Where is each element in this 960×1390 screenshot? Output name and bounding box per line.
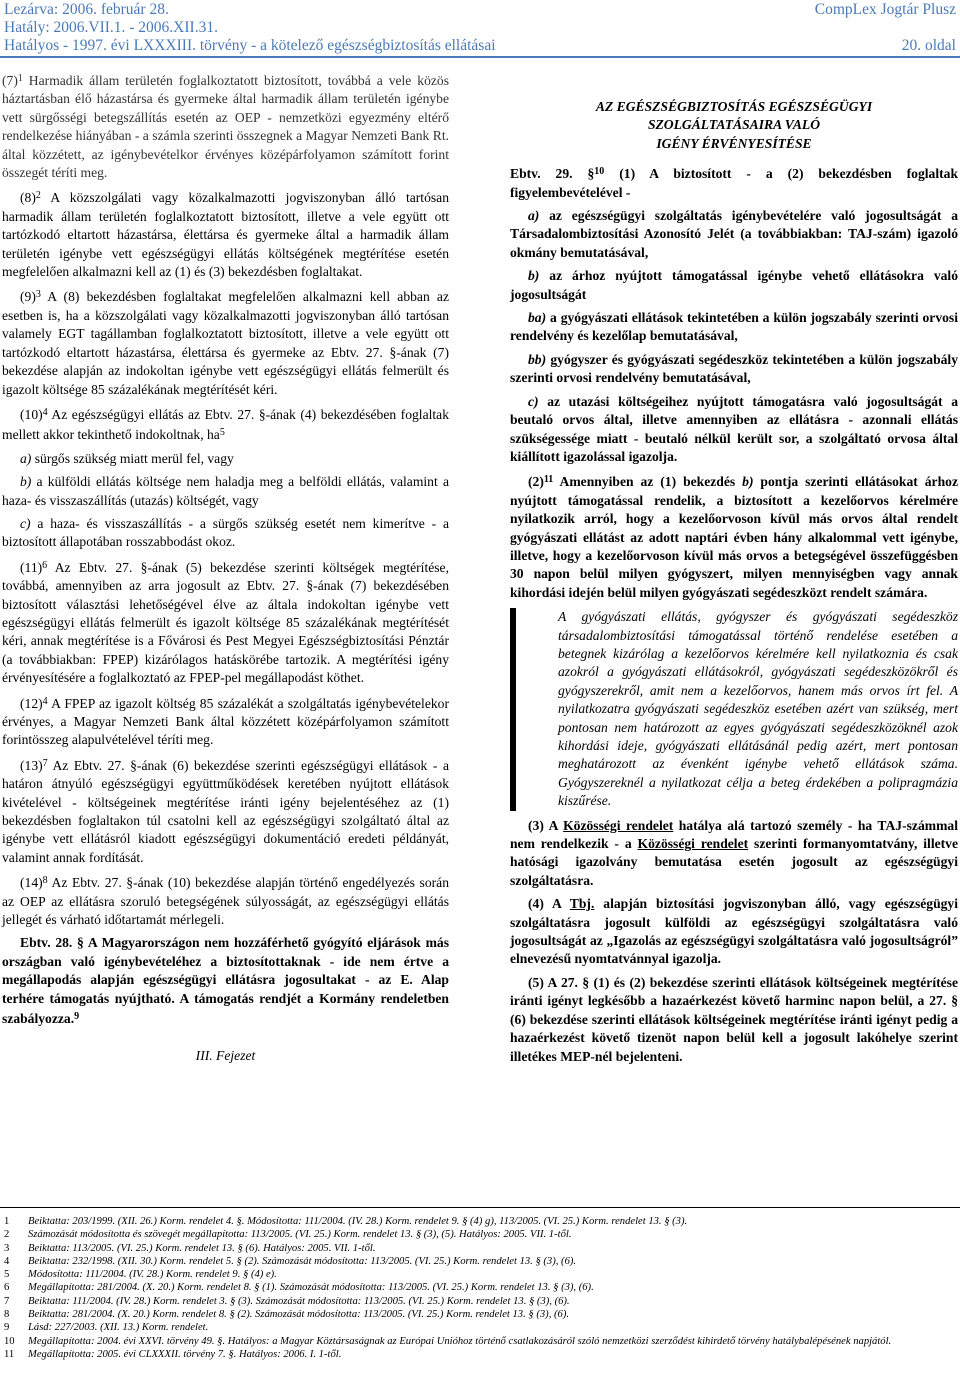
paragraph-4: (4) A Tbj. alapján biztosítási jogviszonyban álló, vagy egészségügyi szolgáltatásra jogosult külföldi az egészségügyi szolgáltatásra való jogosultságát az „Igazolás az egészségügyi szolgáltatásra való jogosultságról” elnevezésű nyomtatvánnyal igazolja. <box>510 896 959 967</box>
footnote-item <box>4 1348 954 1361</box>
paragraph-12: $(12)^4$ A FPEP az igazolt költség 85 százalékát a szolgáltatás igénybevételekor érvényes, a Magyar Nemzeti Bank által közzétett középárfolyamon számított forintösszeg alapulvételével téríti meg. <box>2 695 449 748</box>
footnote-ref[interactable]: 5 <box>219 427 225 439</box>
item-b: b) a külföldi ellátás költsége nem haladja meg a belföldi ellátás, valamint a haza- és visszaszállítás (utazás) költségét, vagy <box>2 474 449 508</box>
footnote-ref[interactable]: 4 <box>42 406 48 418</box>
paragraph-11: $(11)^6$ Az Ebtv. 27. §-ának (5) bekezdése szerinti költségek megtérítése, továbbá, amennyiben az arra jogosult az Ebtv. 27. §-ának (7) bekezdésében biztosított választási lehetőségével élve az általa indokoltan igénybe vett egészségügyi ellátás felmerült és igazolt költsége 85 százalékának megtérítését kéri, annak megtérítése is a Fővárosi és Pest Megyei Egészségbiztosítási Pénztár (a továbbiakban: FPEP) kizárólagos hatáskörébe tartozik. A megtérítési igény érvényesítésére a foglalkoztató az FPEP-pel megállapodást köthet. <box>2 559 449 686</box>
eu-regulation-link[interactable]: Közösségi rendelet <box>637 836 749 852</box>
closed-date: Lezárva: 2006. február 28. <box>4 1 169 18</box>
eu-regulation-link[interactable]: Közösségi rendelet <box>563 817 674 833</box>
footnote-number: 9 <box>4 1322 10 1334</box>
footnote-text: Beiktatta: 281/2004. (X. 20.) Korm. rendelet 8. § (2). Számozását módosította: 113/2005. (VI. 25.) Korm. rendelet 13. § (3), (6). <box>28 1309 569 1321</box>
item-bb: bb) gyógyszer és gyógyászati segédeszköz tekintetében a külön jogszabály szerinti orvosi rendelvény bemutatásával, <box>510 351 958 386</box>
commentary-bar <box>510 608 516 810</box>
footnote-number: 4 <box>4 1255 10 1267</box>
footnote-text: Beiktatta: 232/1998. (XII. 30.) Korm. rendelet 5. § (2). Számozását módosította: 113/2005. (VI. 25.) Korm. rendelet 13. § (3), (6). <box>28 1255 577 1267</box>
publisher-name: CompLex Jogtár Plusz <box>814 1 956 18</box>
footnote-text: Beiktatta: 203/1999. (XII. 26.) Korm. rendelet 4. §. Módosította: 111/2004. (IV. 28.) Korm. rendelet 9. § (4) g), 113/2005. (VI. 25.) Korm. rendelet 13. § (3). <box>28 1216 688 1227</box>
paragraph-8: $(8)^2$ A közszolgálati vagy közalkalmazotti jogviszonyban álló tartósan harmadik állam területén foglalkoztatott biztosított, illetve a vele együtt ott tartózkodó eltartott házastársa, élettársa és gyermeke által a harmadik állam területén igénybe vett egészségügyi ellátás költségének megtérítése esetén megfelelően alkalmazni kell az (1) és (3) bekezdésben foglaltakat. <box>2 190 449 280</box>
header-rule <box>0 56 960 58</box>
footnote-ref[interactable]: 8 <box>42 875 48 887</box>
footnote-number: 3 <box>4 1242 10 1254</box>
footnote-ref[interactable]: 4 <box>42 695 48 707</box>
footnote-item <box>4 1335 954 1348</box>
chapter-title: III. Fejezet <box>195 1047 256 1063</box>
item-ba: ba) a gyógyászati ellátások tekintetében a külön jogszabály szerinti orvosi rendelvény és kezelőlap bemutatásával, <box>510 310 958 344</box>
footnote-number: 7 <box>4 1295 10 1307</box>
footnote-item <box>4 1295 954 1308</box>
footnote-item <box>4 1268 954 1281</box>
footnote-ref[interactable]: 11 <box>543 474 554 486</box>
law-title: Hatályos - 1997. évi LXXXIII. törvény - a kötelező egészségbiztosítás ellátásai <box>4 37 496 54</box>
paragraph-2: $(2)^{11}$ Amennyiben az (1) bekezdés b) pontja szerinti ellátásokat árhoz nyújtott támogatással rendelik, a biztosított a kezelőorvos kérelmére nyilatkozik arról, hogy a kezelőorvoson kívül más orvos által rendelt gyógyászati ellátást az adott naptári évben hány alkalommal vett igénybe, illetve, hogy a kezelőorvoson kívül más orvos a betegségével összefüggésben 30 napon belül milyen gyógyszert, milyen mennyiségben vagy annak kihordási idején belül milyen gyógyászati segédeszközt rendelt számára. <box>510 474 958 600</box>
footnote-text: Beiktatta: 113/2005. (VI. 25.) Korm. rendelet 13. § (6). Hatályos: 2005. VII. 1-től. <box>28 1242 376 1254</box>
footnote-ref[interactable]: 1 <box>17 73 23 84</box>
paragraph-9: $(9)^3$ A (8) bekezdésben foglaltakat megfelelően alkalmazni kell abban az esetben is, ha a közszolgálati vagy közalkalmazotti jogviszonyban álló tartósan valamely EGT tagállamban foglalkoztatott biztosított, illetve a vele együtt ott tartózkodó eltartott házastársa, élettársa és gyermeke az Ebtv. 27. §-ának (7) bekezdése alapján az indokoltan igénybe vett egészségügyi ellátás felmerült és igazolt költsége 85 százalékának megtérítését kéri. <box>2 289 449 397</box>
left-column <box>2 70 449 1070</box>
paragraph-5: (5) A 27. § (1) és (2) bekezdése szerinti ellátások költségeinek megtérítése iránti igényt legkésőbb a hazaérkezést követő harminc napon belül, a 27. § (6) bekezdése szerinti ellátások költségeinek megtérítése iránti igényt pedig a hazaérkezést követő tizenöt napon belül kell a jogosult lakóhelye szerint illetékes MEP-nél bejelenteni. <box>510 974 958 1064</box>
footnote-ref[interactable]: 3 <box>35 289 41 301</box>
paragraph-3: (3) A Közösségi rendelet hatálya alá tartozó személy - ha TAJ-számmal nem rendelkezik - a Közösségi rendelet szerinti formanyomtatvány, illetve hatósági igazolvány bemutatása esetén jogosult az egészségügyi szolgáltatásra. <box>510 817 958 888</box>
footnote-text: Megállapította: 2004. évi XXVI. törvény 49. §. Hatályos: a Magyar Köztársaságnak az Európai Unióhoz történő csatlakozásáról szóló nemzetközi szerződést kihirdető törvény hatálybalépésének napjától. <box>28 1335 892 1347</box>
footnote-item <box>4 1321 954 1334</box>
section-28: Ebtv. 28. § A Magyarországon nem hozzáférhető gyógyító eljárások más országban való igénybevételéhez a biztosítottaknak - ide nem értve a megállapodás alapján egészségügyi ellátásra jogosultakat - az E. Alap terhére támogatás nyújtható. A támogatás rendjét a Kormány rendeletben szabályozza.$^9$ <box>2 935 449 1027</box>
paragraph-14: $(14)^8$ Az Ebtv. 27. §-ának (10) bekezdése alapján történő engedélyezés során az OEP az ellátásra szoruló betegségének súlyosságát, az egészségügyi ellátás jellegét és várható időtartamát mérlegeli. <box>2 875 449 928</box>
item-c: c) az utazási költségeihez nyújtott támogatásra való jogosultságát a beutaló orvos által, illetve amennyiben az ellátásra - azonnali ellátás szükségessége miatt - beutaló nélkül került sor, a szolgáltató orvosa által kiállított igazolással igazolja. <box>510 393 958 464</box>
right-column <box>510 70 958 1071</box>
item-b: b) az árhoz nyújtott támogatással igénybe vehető ellátásokra való jogosultságát <box>510 268 958 302</box>
footnote-ref[interactable]: 2 <box>35 190 41 202</box>
item-a: a) sürgős szükség miatt merül fel, vagy <box>20 450 234 466</box>
footnote-number: 8 <box>4 1309 10 1321</box>
paragraph-13: $(13)^7$ Az Ebtv. 27. §-ának (6) bekezdése szerinti egészségügyi ellátások - a határon átnyúló egészségügyi együttműködések keretében nyújtott ellátások kivételével - költségeinek megtérítése iránti igény bejelentéséhez az (1) bekezdésben foglaltakon túl csatolni kell az egészségügyi szolgáltató által az igénybe vett ellátásról kiadott egészségügyi dokumentáció eredeti példányát, valamint annak fordítását. <box>2 757 449 865</box>
footnote-number: 11 <box>4 1348 15 1360</box>
commentary-block: A gyógyászati ellátás, gyógyszer és gyógyászati segédeszköz társadalombiztosítási támogatással történő rendelése esetében a betegnek kizárólag a kezelőorvos kérelmére kell nyilatkoznia és csak azokról a gyógyászati ellátásokról, gyógyászati segédeszközökről és gyógyszerekről, amit nem a kezelőorvos, hanem más orvos írt fel. A nyilatkozatra gyógyászati segédeszköz esetében azért van szükség, mert pontosan nem határozott az egyes gyógyászati segédeszközöknél azok kihordási ideje, gyógyászati ellátásánál pedig azért, mert pontosan meghatározott az évenként igénybe vehető ellátások száma. Gyógyszereknél a nyilatkozat célja a beteg érdekében a polipragmázia kiszűrése. <box>510 608 958 810</box>
paragraph-10: $(10)^4$ Az egészségügyi ellátás az Ebtv. 27. §-ának (4) bekezdésében foglaltak mellett akkor tekinthető indokoltnak, $ha^5$ <box>2 406 449 443</box>
footnote-ref[interactable]: 6 <box>42 559 48 571</box>
footnote-item <box>4 1255 954 1268</box>
footnote-item <box>4 1228 954 1241</box>
footnote-ref[interactable]: 10 <box>594 166 605 178</box>
footnote-ref[interactable]: 7 <box>42 757 48 769</box>
page-number: 20. oldal <box>901 37 956 54</box>
footnote-number: 6 <box>4 1282 10 1294</box>
footnote-item <box>4 1308 954 1321</box>
footnote-text: Megállapította: 281/2004. (X. 20.) Korm. rendelet 8. § (1). Számozását módosította: 113/2005. (VI. 25.) Korm. rendelet 13. § (3), (6). <box>28 1282 594 1294</box>
footnote-number: 5 <box>4 1269 10 1281</box>
item-c: c) a haza- és visszaszállítás - a sürgős szükség esetét nem kimerítve - a biztosított állapotában rosszabbodást okoz. <box>2 515 449 550</box>
footnote-ref[interactable]: 9 <box>74 1011 80 1023</box>
item-a: a) az egészségügyi szolgáltatás igénybevételére való jogosultságát a Társadalombiztosítási Azonosító Jelét (a továbbiakban: TAJ-szám) igazoló okmány bemutatásával, <box>510 208 958 260</box>
footnote-number: 10 <box>4 1335 15 1347</box>
footnote-rule <box>0 1207 960 1208</box>
section-29: Ebtv. 29. §$^{10}$ (1) A biztosított - a (2) bekezdésben foglaltak figyelembevételével - <box>510 166 959 200</box>
footnote-number: 1 <box>4 1216 10 1227</box>
footnote-text: Módosította: 111/2004. (IV. 28.) Korm. rendelet 9. § (4) e). <box>28 1269 277 1281</box>
section-heading: AZ EGÉSZSÉGBIZTOSÍTÁS EGÉSZSÉGÜGYI SZOLGÁLTATÁSAIRA VALÓ IGÉNY ÉRVÉNYESÍTÉSE <box>595 99 873 151</box>
footnote-text: Lásd: 227/2003. (XII. 13.) Korm. rendelet. <box>28 1322 209 1334</box>
paragraph-7: $(7)^1$ Harmadik állam területén foglalkoztatott biztosított, továbbá a vele közös háztartásban élő házastársa és gyermeke által harmadik állam területén igénybe vett sürgősségi betegszállítás esetén az OEP - nemzetközi egyezmény eltérő rendelkezése hiányában - a számla szerinti összegnek a Magyar Nemzeti Bank Rt. által közzétett, az igénybevételkor érvényes középárfolyamon számított forint összegét téríti meg. <box>2 73 449 181</box>
footnote-number: 2 <box>4 1229 10 1241</box>
footnote-text: Megállapította: 2005. évi CLXXXII. törvény 7. §. Hatályos: 2006. I. 1-től. <box>28 1348 342 1360</box>
footnote-text: Beiktatta: 111/2004. (IV. 28.) Korm. rendelet 3. § (3). Számozását módosította: 113/2005. (VI. 25.) Korm. rendelet 13. § (3), (6). <box>28 1295 570 1307</box>
footnote-item <box>4 1281 954 1294</box>
footnote-item <box>4 1242 954 1255</box>
footnote-text: Számozását módosította és szövegét megállapította: 113/2005. (VI. 25.) Korm. rendelet 13. § (3), (5). Hatályos: 2005. VII. 1-től. <box>28 1229 572 1241</box>
footnote-list <box>4 1215 954 1361</box>
page-header <box>0 0 960 58</box>
footnote-item <box>4 1215 954 1228</box>
tbj-link[interactable]: Tbj. <box>569 896 595 912</box>
validity-period: Hatály: 2006.VII.1. - 2006.XII.31. <box>4 19 218 36</box>
